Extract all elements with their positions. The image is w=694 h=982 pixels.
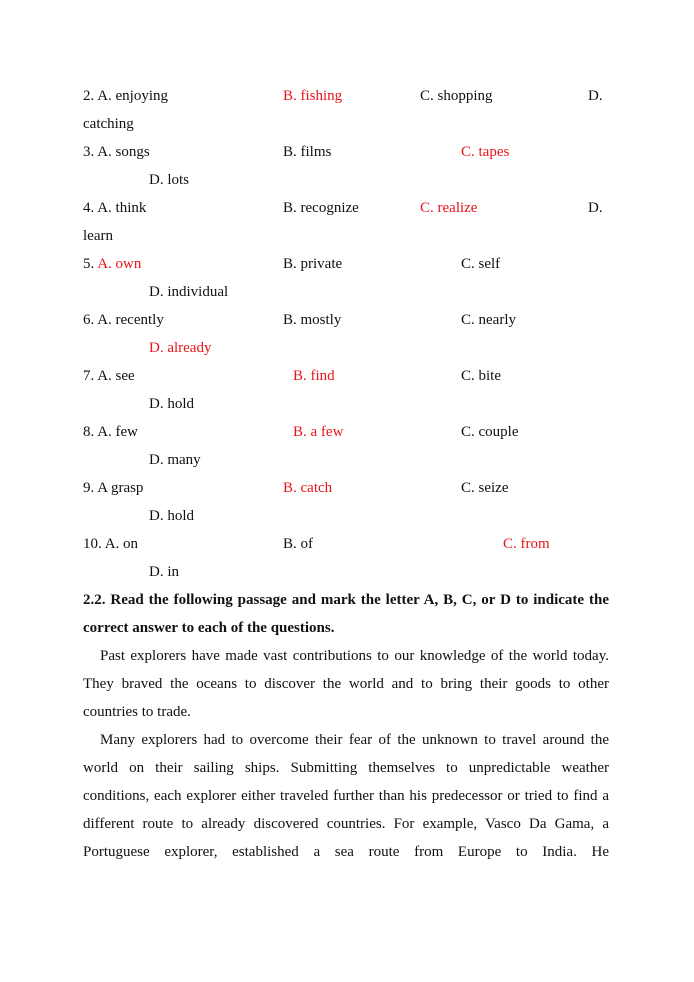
question-6-option-b: B. mostly [283, 312, 342, 328]
question-6-option-d: D. already [149, 340, 212, 356]
question-7-option-a: 7. A. see [83, 368, 135, 384]
question-number: 10. [83, 536, 102, 552]
question-2-options [83, 82, 609, 110]
question-2-option-c: C. shopping [420, 88, 493, 104]
question-7-option-c: C. bite [461, 368, 501, 384]
question-6-option-c: C. nearly [461, 312, 516, 328]
question-5-wrap [83, 278, 609, 306]
question-9-option-a: 9. A grasp [83, 480, 144, 496]
question-3-option-b: B. films [283, 144, 332, 160]
question-6-option-a: 6. A. recently [83, 312, 164, 328]
question-7-option-d: D. hold [149, 396, 194, 412]
question-8-wrap [83, 446, 609, 474]
question-4-option-c: C. realize [420, 200, 478, 216]
question-9-wrap [83, 502, 609, 530]
question-7-options [83, 362, 609, 390]
question-5-option-a: 5. A. own [83, 256, 142, 272]
question-8-options [83, 418, 609, 446]
question-2-wrap [83, 110, 609, 138]
question-8-option-b: B. a few [293, 424, 344, 440]
question-4-option-a: 4. A. think [83, 200, 147, 216]
question-number: 6. [83, 312, 95, 328]
question-10-option-b: B. of [283, 536, 313, 552]
question-3-option-a: 3. A. songs [83, 144, 150, 160]
question-10-option-a: 10. A. on [83, 536, 139, 552]
question-8-option-a: 8. A. few [83, 424, 139, 440]
question-2-option-b: B. fishing [283, 88, 343, 104]
question-7-wrap [83, 390, 609, 418]
question-number: 9. [83, 480, 95, 496]
question-5-option-d: D. individual [149, 284, 229, 300]
question-9-options [83, 474, 609, 502]
question-number: 5. [83, 256, 95, 272]
question-3-option-c: C. tapes [461, 144, 510, 160]
document-page [83, 82, 609, 866]
passage-paragraph: Many explorers had to overcome their fear of the unknown to travel around the world on their sailing ships. Submitting themselves to unpredictable weather conditions, each explorer either traveled further than his predecessor or tried to find a different route to already discovered countries. For example, Vasco Da Gama, a Portuguese explorer, established a sea route from Europe to India. He [83, 732, 609, 860]
question-number: 2. [83, 88, 95, 104]
question-number: 7. [83, 368, 95, 384]
question-number: 4. [83, 200, 95, 216]
question-4-option-b: B. recognize [283, 200, 359, 216]
question-5-option-c: C. self [461, 256, 501, 272]
question-6-options [83, 306, 609, 334]
passage-paragraph: Past explorers have made vast contributions to our knowledge of the world today. They braved the oceans to discover the world and to bring their goods to other countries to trade. [83, 648, 609, 720]
question-10-option-c: C. from [503, 536, 550, 552]
question-4-wrap [83, 222, 609, 250]
question-2-option-d-wrap: catching [83, 116, 134, 132]
question-8-option-d: D. many [149, 452, 201, 468]
question-9-option-d: D. hold [149, 508, 194, 524]
question-8-option-c: C. couple [461, 424, 519, 440]
question-7-option-b: B. find [293, 368, 335, 384]
question-4-option-d-wrap: learn [83, 228, 113, 244]
question-10-option-d: D. in [149, 564, 179, 580]
question-3-options [83, 138, 609, 166]
question-2-option-a: 2. A. enjoying [83, 88, 169, 104]
question-3-wrap [83, 166, 609, 194]
question-number: 3. [83, 144, 95, 160]
question-4-options [83, 194, 609, 222]
question-10-wrap [83, 558, 609, 586]
question-2-option-d: D. [588, 88, 603, 104]
question-5-options [83, 250, 609, 278]
question-9-option-c: C. seize [461, 480, 509, 496]
question-10-options [83, 530, 609, 558]
question-6-wrap [83, 334, 609, 362]
question-number: 8. [83, 424, 95, 440]
question-4-option-d: D. [588, 200, 603, 216]
question-5-option-b: B. private [283, 256, 343, 272]
section-heading: 2.2. Read the following passage and mark the letter A, B, C, or D to indicate the correct answer to each of the questions. [83, 592, 609, 636]
question-3-option-d: D. lots [149, 172, 190, 188]
question-9-option-b: B. catch [283, 480, 333, 496]
